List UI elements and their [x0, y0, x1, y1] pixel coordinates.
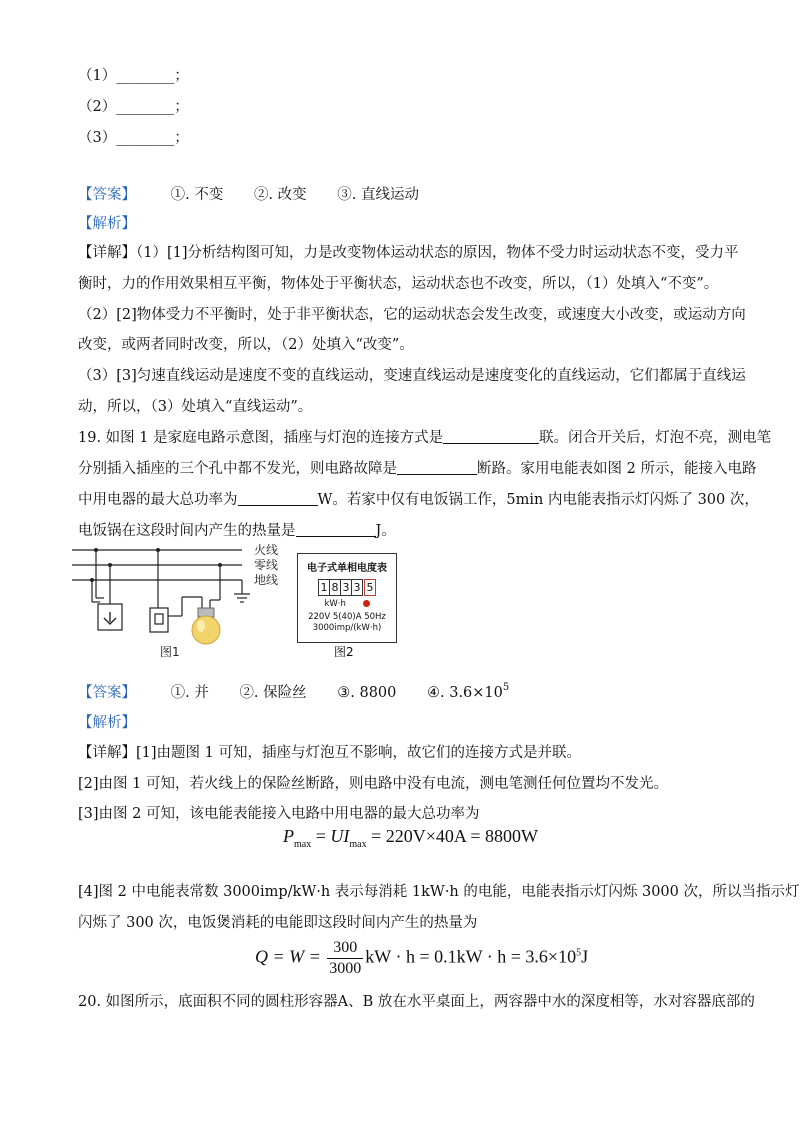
- q19-stem-line: [78, 519, 396, 540]
- q19-analysis-line: 【详解】[1]由题图 1 可知，插座与灯泡互不影响，故它们的连接方式是并联。: [78, 745, 581, 761]
- meter-unit-row: [298, 599, 396, 609]
- analysis-tag: 【解析】: [78, 216, 136, 232]
- q19-text: 分别插入插座的三个孔中都不发光，则电路故障是: [78, 461, 397, 477]
- fill-blank: [238, 491, 318, 506]
- q18-analysis-line: 衡时，力的作用效果相互平衡，物体处于平衡状态，运动状态也不改变，所以，（1）处填入“不变”。: [78, 276, 719, 292]
- fraction-numerator: 300: [327, 938, 363, 959]
- figure-2-caption: 图2: [334, 645, 354, 659]
- meter-rating: 220V 5(40)A 50Hz: [308, 612, 386, 622]
- figure-1-caption: 图1: [160, 645, 180, 659]
- fraction-denominator: 3000: [329, 960, 362, 977]
- answer-tag: 【答案】: [78, 685, 136, 701]
- q19-analysis-line: [3]由图 2 可知，该电能表能接入电路中用电器的最大总功率为: [78, 806, 480, 822]
- q19-analysis-line: [2]由图 1 可知，若火线上的保险丝断路，则电路中没有电流，测电笔测任何位置均不发光。: [78, 776, 668, 792]
- neutral-wire-label: 零线: [254, 558, 279, 572]
- q19-stem-line: [78, 488, 759, 509]
- q19-text: J。: [375, 523, 396, 539]
- formula-unit: J: [581, 946, 589, 967]
- formula-text: =: [311, 826, 331, 846]
- answer-tag: 【答案】: [78, 187, 136, 203]
- answer-item: ③. 直线运动: [337, 187, 419, 203]
- q19-stem-line: [78, 457, 756, 478]
- ground-wire-label: 地线: [254, 573, 279, 587]
- meter-title: 电子式单相电度表: [307, 563, 387, 574]
- formula-symbol: UI: [330, 826, 350, 846]
- formula-subscript: max: [349, 839, 367, 850]
- heat-formula: [255, 938, 588, 979]
- q18-analysis-line: 【详解】（1）[1]分析结构图可知，力是改变物体运动状态的原因，物体不受力时运动状态不变，受力平: [78, 245, 739, 261]
- meter-digit: 8: [330, 579, 341, 596]
- answer-item: ①. 不变: [170, 187, 224, 203]
- q18-analysis-line: 动，所以，（3）处填入“直线运动”。: [78, 399, 313, 415]
- meter-digit: 5: [364, 579, 376, 596]
- meter-unit: kW·h: [324, 599, 346, 609]
- formula-fraction: [327, 938, 363, 979]
- answer-item: ②. 保险丝: [239, 685, 307, 701]
- q19-analysis-line: [4]图 2 中电能表常数 3000imp/kW·h 表示每消耗 1kW·h 的电能，电能表指示灯闪烁 3000 次，所以当指示灯: [78, 884, 800, 900]
- q19-analysis-line: 闪烁了 300 次，电饭煲消耗的电能即这段时间内产生的热量为: [78, 915, 478, 931]
- analysis-tag: 【解析】: [78, 715, 136, 731]
- meter-digits: [298, 579, 396, 596]
- answer-exponent: 5: [502, 682, 510, 693]
- formula-text: = 220V×40A = 8800W: [366, 826, 539, 846]
- meter-constant: 3000imp/(kW·h): [312, 623, 382, 633]
- q18-analysis-line: 改变，或两者同时改变，所以，（2）处填入“改变”。: [78, 337, 414, 353]
- q19-text: 联。闭合开关后，灯泡不亮，测电笔: [539, 430, 772, 446]
- q18-answer-row: [78, 183, 419, 204]
- q19-answer-row: [78, 681, 509, 702]
- q20-stem-line: 20. 如图所示，底面积不同的圆柱形容器A、B 放在水平桌面上，两容器中水的深度相等，水对容器底部的: [78, 994, 755, 1010]
- switch: [150, 608, 168, 632]
- figure-2-meter: [297, 553, 397, 643]
- q19-stem-line: [78, 426, 771, 447]
- answer-item: ②. 改变: [253, 187, 307, 203]
- indicator-light-icon: [363, 600, 370, 607]
- meter-digit: 3: [352, 579, 363, 596]
- q19-text: W。若家中仅有电饭锅工作，5min 内电能表指示灯闪烁了 300 次，: [317, 492, 759, 508]
- formula-exponent: 5: [576, 947, 582, 959]
- q19-text: 电饭锅在这段时间内产生的热量是: [78, 523, 296, 539]
- fill-blank: [397, 460, 477, 475]
- blank-line-1: （1）________；: [78, 68, 189, 84]
- q19-text: 断路。家用电能表如图 2 所示，能接入电路: [477, 461, 757, 477]
- meter-digit: 1: [318, 579, 330, 596]
- formula-text: Q = W =: [255, 946, 326, 967]
- q19-text: 19. 如图 1 是家庭电路示意图，插座与灯泡的连接方式是: [78, 430, 444, 446]
- bulb-icon: [192, 616, 220, 644]
- blank-line-3: （3）________；: [78, 130, 189, 146]
- fill-blank: [296, 522, 376, 537]
- fill-blank: [443, 429, 539, 444]
- answer-item: ④. 3.6×10: [427, 685, 503, 701]
- q19-text: 中用电器的最大总功率为: [78, 492, 238, 508]
- formula-symbol: P: [283, 826, 294, 846]
- formula-text: kW · h = 0.1kW · h = 3.6×10: [365, 946, 577, 967]
- formula-subscript: max: [294, 839, 312, 850]
- answer-item: ①. 并: [170, 685, 209, 701]
- q18-analysis-line: （3）[3]匀速直线运动是速度不变的直线运动，变速直线运动是速度变化的直线运动，它们都属于直线运: [78, 368, 746, 384]
- blank-line-2: （2）________；: [78, 99, 189, 115]
- q18-analysis-line: （2）[2]物体受力不平衡时，处于非平衡状态，它的运动状态会发生改变，或速度大小改变，或运动方向: [78, 307, 746, 323]
- meter-digit: 3: [341, 579, 352, 596]
- live-wire-label: 火线: [254, 543, 279, 557]
- answer-item: ③. 8800: [337, 685, 397, 701]
- figure-1-circuit: [70, 542, 290, 660]
- power-formula: [283, 826, 538, 850]
